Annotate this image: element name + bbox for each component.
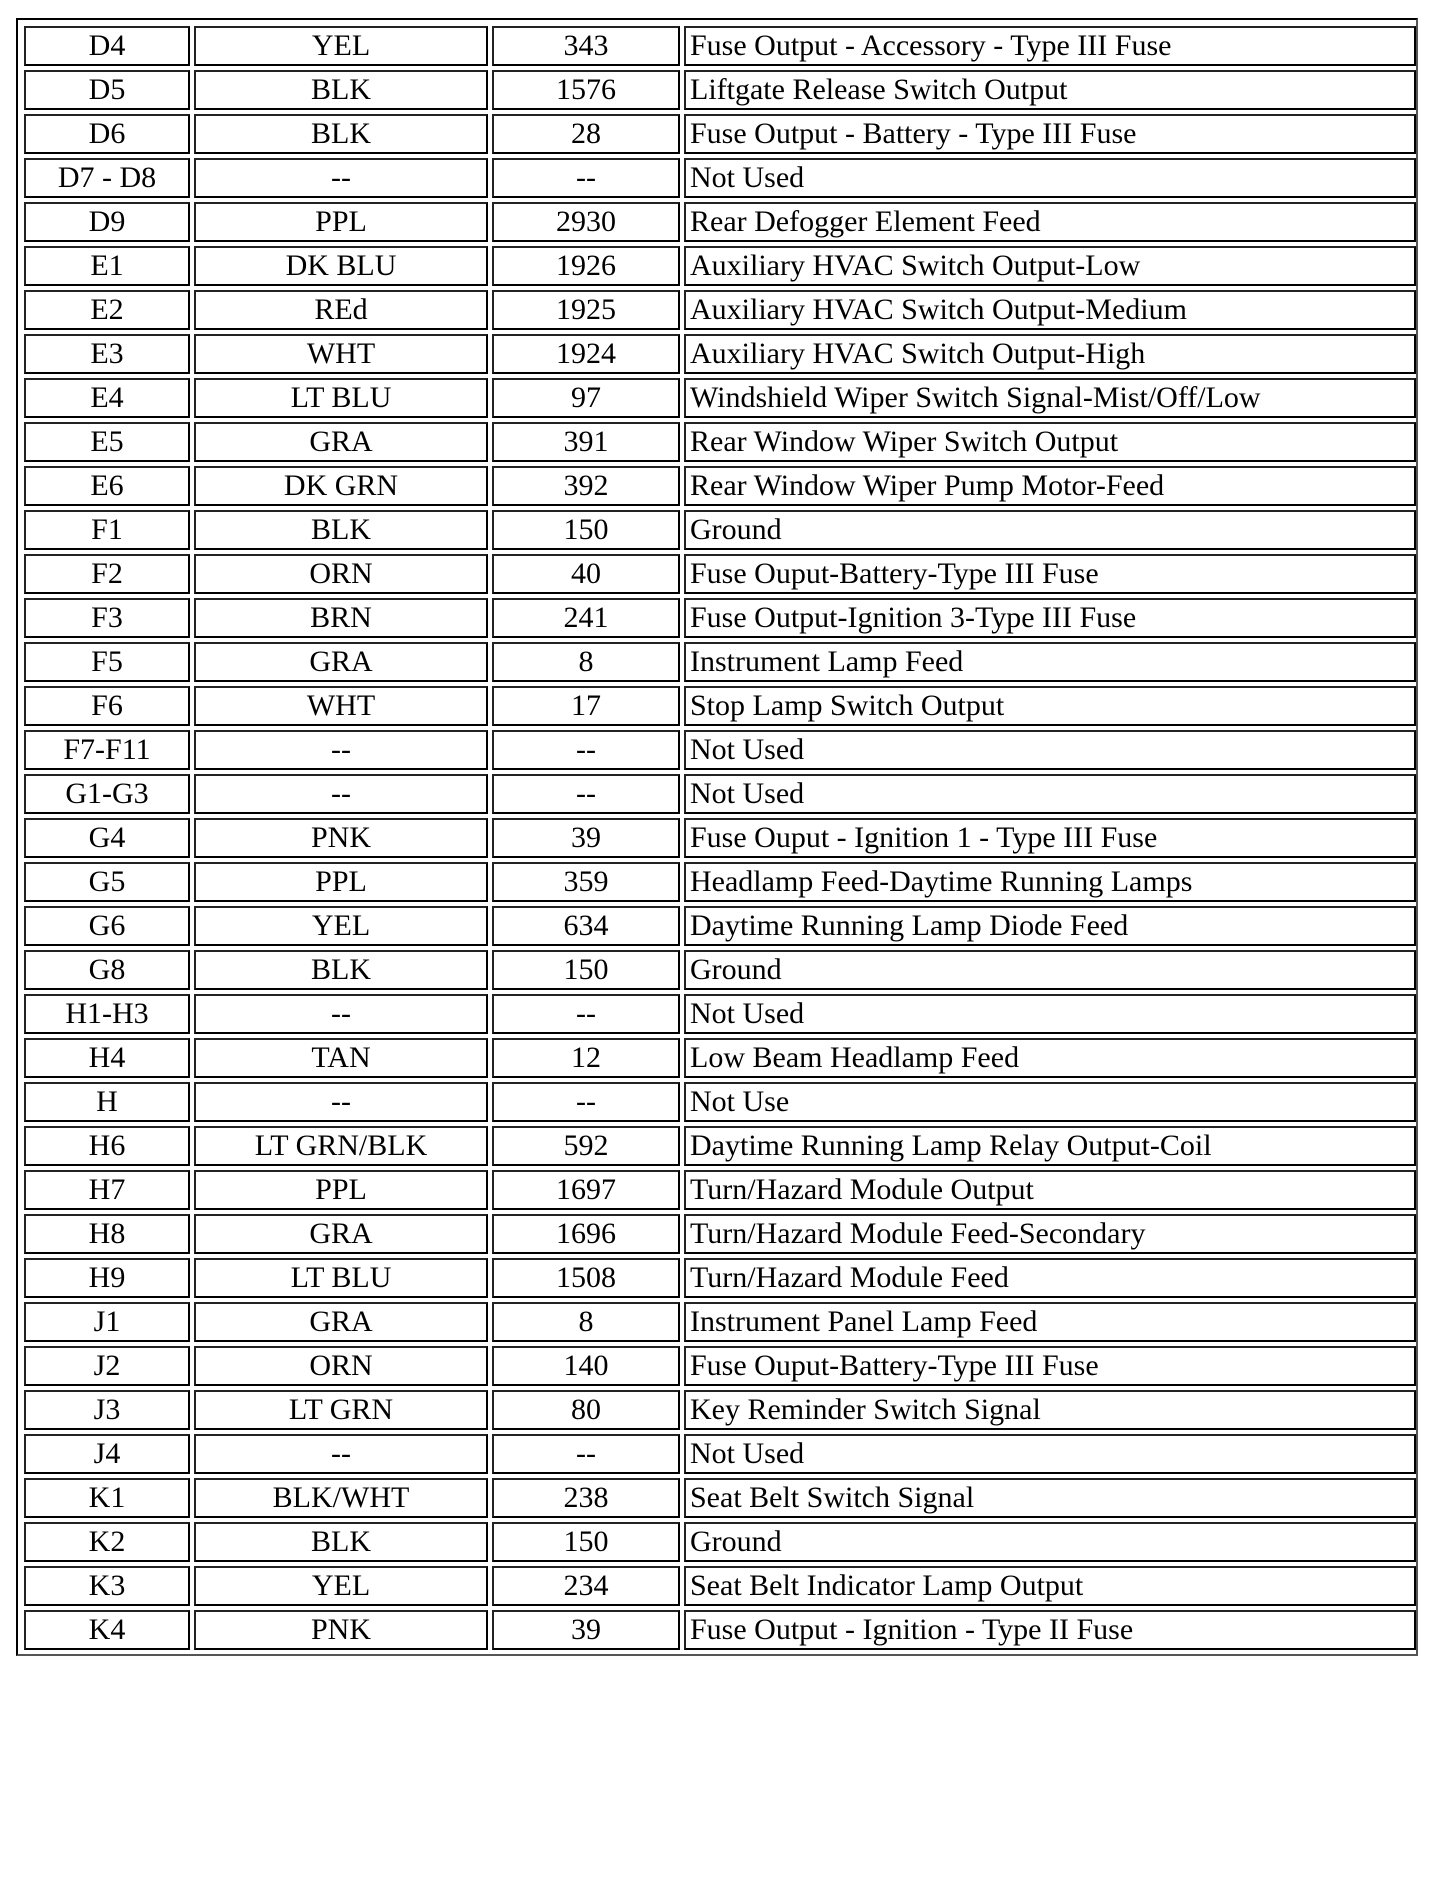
function-cell: Not Used xyxy=(684,1434,1416,1474)
function-cell: Liftgate Release Switch Output xyxy=(684,70,1416,110)
function-cell: Not Use xyxy=(684,1082,1416,1122)
pin-cell: J3 xyxy=(24,1390,190,1430)
wire-color-cell: TAN xyxy=(194,1038,488,1078)
table-row xyxy=(24,158,1416,198)
wire-color-cell: -- xyxy=(194,158,488,198)
function-cell: Fuse Ouput-Battery-Type III Fuse xyxy=(684,1346,1416,1386)
function-cell: Fuse Ouput-Battery-Type III Fuse xyxy=(684,554,1416,594)
function-cell: Turn/Hazard Module Feed-Secondary xyxy=(684,1214,1416,1254)
table-row xyxy=(24,1258,1416,1298)
pin-cell: G5 xyxy=(24,862,190,902)
pin-cell: E1 xyxy=(24,246,190,286)
table-row xyxy=(24,554,1416,594)
function-cell: Auxiliary HVAC Switch Output-High xyxy=(684,334,1416,374)
pin-cell: H4 xyxy=(24,1038,190,1078)
table-row xyxy=(24,1522,1416,1562)
pin-cell: E6 xyxy=(24,466,190,506)
pin-cell: D7 - D8 xyxy=(24,158,190,198)
wire-color-cell: BLK xyxy=(194,114,488,154)
function-cell: Auxiliary HVAC Switch Output-Medium xyxy=(684,290,1416,330)
wire-color-cell: BRN xyxy=(194,598,488,638)
wire-color-cell: -- xyxy=(194,1082,488,1122)
table-row xyxy=(24,202,1416,242)
table-row xyxy=(24,378,1416,418)
table-row xyxy=(24,1390,1416,1430)
circuit-number-cell: 1924 xyxy=(492,334,680,374)
table-row xyxy=(24,246,1416,286)
wire-color-cell: LT BLU xyxy=(194,1258,488,1298)
pin-cell: F5 xyxy=(24,642,190,682)
pin-cell: H6 xyxy=(24,1126,190,1166)
circuit-number-cell: 1926 xyxy=(492,246,680,286)
function-cell: Not Used xyxy=(684,730,1416,770)
wire-color-cell: -- xyxy=(194,730,488,770)
pin-cell: G6 xyxy=(24,906,190,946)
circuit-number-cell: 1508 xyxy=(492,1258,680,1298)
table-row xyxy=(24,1126,1416,1166)
pin-cell: E5 xyxy=(24,422,190,462)
pin-cell: G8 xyxy=(24,950,190,990)
wire-color-cell: PNK xyxy=(194,1610,488,1650)
circuit-number-cell: 241 xyxy=(492,598,680,638)
table-row xyxy=(24,1566,1416,1606)
function-cell: Fuse Output - Ignition - Type II Fuse xyxy=(684,1610,1416,1650)
pin-cell: D5 xyxy=(24,70,190,110)
pin-cell: J2 xyxy=(24,1346,190,1386)
circuit-number-cell: 1697 xyxy=(492,1170,680,1210)
pin-cell: D9 xyxy=(24,202,190,242)
table-row xyxy=(24,950,1416,990)
function-cell: Fuse Output - Battery - Type III Fuse xyxy=(684,114,1416,154)
function-cell: Not Used xyxy=(684,158,1416,198)
table-row xyxy=(24,818,1416,858)
wire-color-cell: DK BLU xyxy=(194,246,488,286)
wire-color-cell: -- xyxy=(194,774,488,814)
pin-cell: G1-G3 xyxy=(24,774,190,814)
table-row xyxy=(24,422,1416,462)
pin-cell: D4 xyxy=(24,26,190,66)
wire-color-cell: WHT xyxy=(194,334,488,374)
function-cell: Headlamp Feed-Daytime Running Lamps xyxy=(684,862,1416,902)
circuit-number-cell: 634 xyxy=(492,906,680,946)
wire-color-cell: BLK xyxy=(194,70,488,110)
table-row xyxy=(24,774,1416,814)
pin-cell: H8 xyxy=(24,1214,190,1254)
function-cell: Turn/Hazard Module Output xyxy=(684,1170,1416,1210)
wire-color-cell: PPL xyxy=(194,862,488,902)
circuit-number-cell: 17 xyxy=(492,686,680,726)
table-row xyxy=(24,730,1416,770)
pin-cell: F2 xyxy=(24,554,190,594)
wire-color-cell: -- xyxy=(194,1434,488,1474)
circuit-number-cell: 150 xyxy=(492,510,680,550)
function-cell: Rear Window Wiper Pump Motor-Feed xyxy=(684,466,1416,506)
circuit-number-cell: 12 xyxy=(492,1038,680,1078)
circuit-number-cell: 97 xyxy=(492,378,680,418)
circuit-number-cell: 392 xyxy=(492,466,680,506)
table-row xyxy=(24,598,1416,638)
pin-cell: E4 xyxy=(24,378,190,418)
function-cell: Windshield Wiper Switch Signal-Mist/Off/Low xyxy=(684,378,1416,418)
circuit-number-cell: 359 xyxy=(492,862,680,902)
table-row xyxy=(24,290,1416,330)
table-row xyxy=(24,642,1416,682)
pin-cell: D6 xyxy=(24,114,190,154)
wire-color-cell: YEL xyxy=(194,26,488,66)
circuit-number-cell: -- xyxy=(492,158,680,198)
circuit-number-cell: 150 xyxy=(492,950,680,990)
circuit-number-cell: 391 xyxy=(492,422,680,462)
table-body xyxy=(24,26,1416,1650)
function-cell: Seat Belt Indicator Lamp Output xyxy=(684,1566,1416,1606)
circuit-number-cell: 238 xyxy=(492,1478,680,1518)
connector-pinout-table xyxy=(20,22,1420,1654)
circuit-number-cell: 1696 xyxy=(492,1214,680,1254)
function-cell: Not Used xyxy=(684,994,1416,1034)
wire-color-cell: ORN xyxy=(194,1346,488,1386)
table-row xyxy=(24,862,1416,902)
table-row xyxy=(24,114,1416,154)
circuit-number-cell: -- xyxy=(492,774,680,814)
table-row xyxy=(24,1302,1416,1342)
wire-color-cell: GRA xyxy=(194,642,488,682)
function-cell: Instrument Panel Lamp Feed xyxy=(684,1302,1416,1342)
circuit-number-cell: 80 xyxy=(492,1390,680,1430)
wire-color-cell: BLK xyxy=(194,1522,488,1562)
pin-cell: F1 xyxy=(24,510,190,550)
wire-color-cell: PPL xyxy=(194,1170,488,1210)
wire-color-cell: GRA xyxy=(194,422,488,462)
table-row xyxy=(24,1214,1416,1254)
pin-cell: K1 xyxy=(24,1478,190,1518)
function-cell: Turn/Hazard Module Feed xyxy=(684,1258,1416,1298)
function-cell: Rear Window Wiper Switch Output xyxy=(684,422,1416,462)
circuit-number-cell: 592 xyxy=(492,1126,680,1166)
table-row xyxy=(24,1610,1416,1650)
wire-color-cell: REd xyxy=(194,290,488,330)
function-cell: Ground xyxy=(684,950,1416,990)
wire-color-cell: DK GRN xyxy=(194,466,488,506)
function-cell: Ground xyxy=(684,510,1416,550)
function-cell: Fuse Output - Accessory - Type III Fuse xyxy=(684,26,1416,66)
function-cell: Rear Defogger Element Feed xyxy=(684,202,1416,242)
table-row xyxy=(24,1038,1416,1078)
pin-cell: E2 xyxy=(24,290,190,330)
function-cell: Not Used xyxy=(684,774,1416,814)
table-row xyxy=(24,994,1416,1034)
connector-pinout-table-frame xyxy=(16,18,1418,1656)
circuit-number-cell: -- xyxy=(492,994,680,1034)
wire-color-cell: YEL xyxy=(194,906,488,946)
circuit-number-cell: 1576 xyxy=(492,70,680,110)
wire-color-cell: GRA xyxy=(194,1214,488,1254)
table-row xyxy=(24,906,1416,946)
circuit-number-cell: 8 xyxy=(492,1302,680,1342)
circuit-number-cell: 234 xyxy=(492,1566,680,1606)
table-row xyxy=(24,26,1416,66)
circuit-number-cell: 39 xyxy=(492,1610,680,1650)
wire-color-cell: PPL xyxy=(194,202,488,242)
wire-color-cell: PNK xyxy=(194,818,488,858)
pin-cell: H1-H3 xyxy=(24,994,190,1034)
table-row xyxy=(24,510,1416,550)
pin-cell: F7-F11 xyxy=(24,730,190,770)
pin-cell: H7 xyxy=(24,1170,190,1210)
wire-color-cell: ORN xyxy=(194,554,488,594)
wire-color-cell: BLK xyxy=(194,510,488,550)
circuit-number-cell: 28 xyxy=(492,114,680,154)
pin-cell: F6 xyxy=(24,686,190,726)
circuit-number-cell: 40 xyxy=(492,554,680,594)
circuit-number-cell: 2930 xyxy=(492,202,680,242)
table-row xyxy=(24,686,1416,726)
function-cell: Auxiliary HVAC Switch Output-Low xyxy=(684,246,1416,286)
pin-cell: G4 xyxy=(24,818,190,858)
circuit-number-cell: 39 xyxy=(492,818,680,858)
pin-cell: F3 xyxy=(24,598,190,638)
wire-color-cell: BLK/WHT xyxy=(194,1478,488,1518)
function-cell: Daytime Running Lamp Diode Feed xyxy=(684,906,1416,946)
circuit-number-cell: -- xyxy=(492,1434,680,1474)
pin-cell: K2 xyxy=(24,1522,190,1562)
table-row xyxy=(24,1434,1416,1474)
wire-color-cell: YEL xyxy=(194,1566,488,1606)
pin-cell: E3 xyxy=(24,334,190,374)
function-cell: Key Reminder Switch Signal xyxy=(684,1390,1416,1430)
wire-color-cell: GRA xyxy=(194,1302,488,1342)
function-cell: Daytime Running Lamp Relay Output-Coil xyxy=(684,1126,1416,1166)
function-cell: Fuse Ouput - Ignition 1 - Type III Fuse xyxy=(684,818,1416,858)
circuit-number-cell: 8 xyxy=(492,642,680,682)
table-row xyxy=(24,1082,1416,1122)
wire-color-cell: LT GRN xyxy=(194,1390,488,1430)
wire-color-cell: LT BLU xyxy=(194,378,488,418)
wire-color-cell: -- xyxy=(194,994,488,1034)
wire-color-cell: LT GRN/BLK xyxy=(194,1126,488,1166)
pin-cell: K3 xyxy=(24,1566,190,1606)
pin-cell: J1 xyxy=(24,1302,190,1342)
circuit-number-cell: 150 xyxy=(492,1522,680,1562)
pin-cell: H xyxy=(24,1082,190,1122)
function-cell: Instrument Lamp Feed xyxy=(684,642,1416,682)
table-row xyxy=(24,70,1416,110)
circuit-number-cell: 343 xyxy=(492,26,680,66)
wire-color-cell: WHT xyxy=(194,686,488,726)
pin-cell: J4 xyxy=(24,1434,190,1474)
table-row xyxy=(24,1346,1416,1386)
table-row xyxy=(24,466,1416,506)
table-row xyxy=(24,1170,1416,1210)
pin-cell: K4 xyxy=(24,1610,190,1650)
wire-color-cell: BLK xyxy=(194,950,488,990)
circuit-number-cell: 140 xyxy=(492,1346,680,1386)
function-cell: Seat Belt Switch Signal xyxy=(684,1478,1416,1518)
pin-cell: H9 xyxy=(24,1258,190,1298)
circuit-number-cell: 1925 xyxy=(492,290,680,330)
function-cell: Low Beam Headlamp Feed xyxy=(684,1038,1416,1078)
circuit-number-cell: -- xyxy=(492,730,680,770)
circuit-number-cell: -- xyxy=(492,1082,680,1122)
function-cell: Stop Lamp Switch Output xyxy=(684,686,1416,726)
table-row xyxy=(24,334,1416,374)
function-cell: Fuse Output-Ignition 3-Type III Fuse xyxy=(684,598,1416,638)
function-cell: Ground xyxy=(684,1522,1416,1562)
table-row xyxy=(24,1478,1416,1518)
